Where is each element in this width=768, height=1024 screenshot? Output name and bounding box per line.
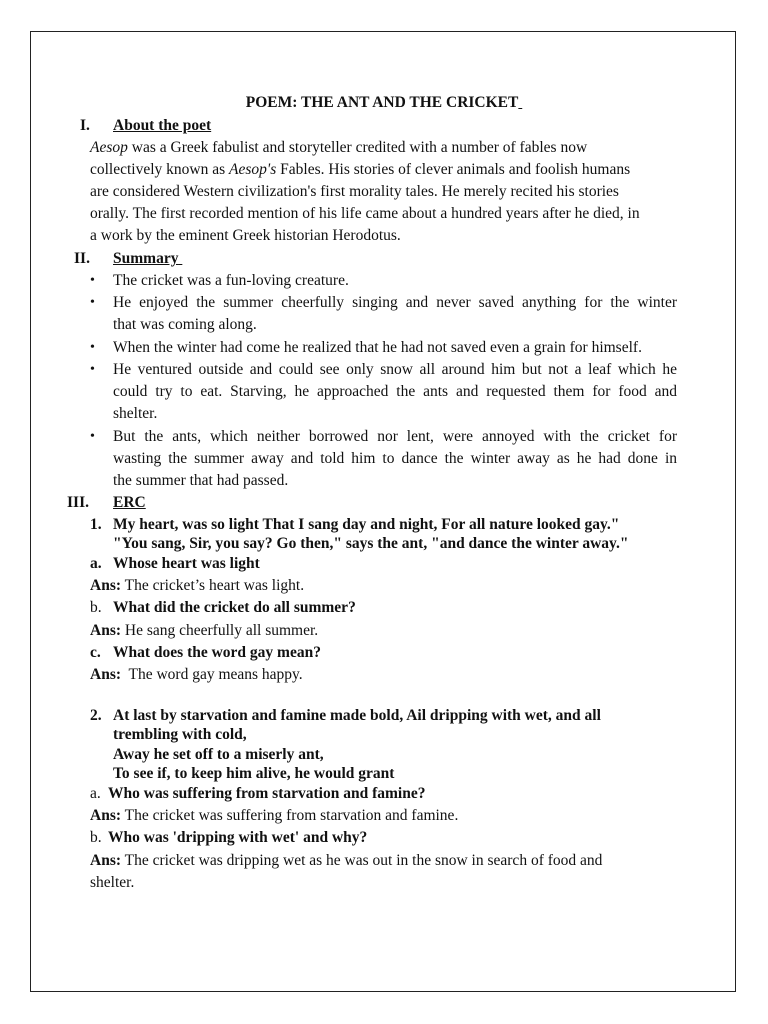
question-2b: Who was 'dripping with wet' and why? <box>108 829 368 846</box>
question-1a: Whose heart was light <box>113 555 260 572</box>
extract-1-line-1: My heart, was so light That I sang day and night, For all nature looked gay." <box>113 516 620 533</box>
answer-1c: Ans: The word gay means happy. <box>90 666 303 683</box>
extract-1-line-2: "You sang, Sir, you say? Go then," says the ant, "and dance the winter away." <box>113 535 629 552</box>
answer-2a: Ans: The cricket was suffering from starvation and famine. <box>90 807 459 824</box>
summary-bullet-5-line-1: But the ants, which neither borrowed nor lent, were annoyed with the cricket for <box>113 428 677 445</box>
question-label: b. <box>90 599 102 616</box>
answer-2b-line-2: shelter. <box>90 874 135 891</box>
question-label: b. <box>90 829 102 846</box>
question-label: c. <box>90 644 101 661</box>
bullet-icon: • <box>90 362 95 377</box>
extract-2-line-2: trembling with cold, <box>113 726 247 743</box>
section-heading-about: About the poet <box>113 117 212 134</box>
bullet-icon: • <box>90 273 95 288</box>
extract-1-number: 1. <box>90 516 102 533</box>
question-1c: What does the word gay mean? <box>113 644 321 661</box>
extract-2-line-1: At last by starvation and famine made bold, Ail dripping with wet, and all <box>113 707 601 724</box>
summary-bullet-4-line-1: He ventured outside and could see only snow all around him but not a leaf which he <box>113 361 677 378</box>
summary-bullet-1: The cricket was a fun-loving creature. <box>113 272 349 289</box>
section-heading-erc: ERC <box>113 494 146 511</box>
answer-1a: Ans: The cricket’s heart was light. <box>90 577 305 594</box>
section-numeral-about: I. <box>80 117 90 134</box>
section-numeral-erc: III. <box>67 494 89 511</box>
extract-2-line-4: To see if, to keep him alive, he would grant <box>113 765 395 782</box>
about-line-2: collectively known as Aesop's Fables. His stories of clever animals and foolish humans <box>90 161 631 178</box>
bullet-icon: • <box>90 429 95 444</box>
summary-bullet-5-line-2: wasting the summer away and told him to dance the winter away as he had done in <box>113 450 677 467</box>
about-line-5: a work by the eminent Greek historian Herodotus. <box>90 227 401 244</box>
summary-bullet-4-line-2: could try to eat. Starving, he approached the ants and requested them for food and <box>113 383 677 400</box>
extract-2-line-3: Away he set off to a miserly ant, <box>113 746 324 763</box>
bullet-icon: • <box>90 295 95 310</box>
summary-bullet-3: When the winter had come he realized that he had not saved even a grain for himself. <box>113 339 642 356</box>
summary-bullet-4-line-3: shelter. <box>113 405 158 422</box>
summary-bullet-2-line-2: that was coming along. <box>113 316 257 333</box>
answer-2b-line-1: Ans: The cricket was dripping wet as he was out in the snow in search of food and <box>90 852 603 869</box>
page-title: POEM: THE ANT AND THE CRICKET <box>245 94 519 111</box>
about-line-3: are considered Western civilization's first morality tales. He merely recited his stories <box>90 183 619 200</box>
about-line-1: Aesop was a Greek fabulist and storyteller credited with a number of fables now <box>90 139 588 156</box>
question-2a: Who was suffering from starvation and famine? <box>108 785 426 802</box>
summary-bullet-2-line-1: He enjoyed the summer cheerfully singing and never saved anything for the winter <box>113 294 677 311</box>
section-numeral-summary: II. <box>74 250 90 267</box>
about-line-4: orally. The first recorded mention of his life came about a hundred years after he died, in <box>90 205 640 222</box>
question-label: a. <box>90 555 102 572</box>
question-1b: What did the cricket do all summer? <box>113 599 356 616</box>
bullet-icon: • <box>90 340 95 355</box>
summary-bullet-5-line-3: the summer that had passed. <box>113 472 289 489</box>
extract-2-number: 2. <box>90 707 102 724</box>
section-heading-summary: Summary <box>113 250 179 267</box>
question-label: a. <box>90 785 101 802</box>
answer-1b: Ans: He sang cheerfully all summer. <box>90 622 319 639</box>
